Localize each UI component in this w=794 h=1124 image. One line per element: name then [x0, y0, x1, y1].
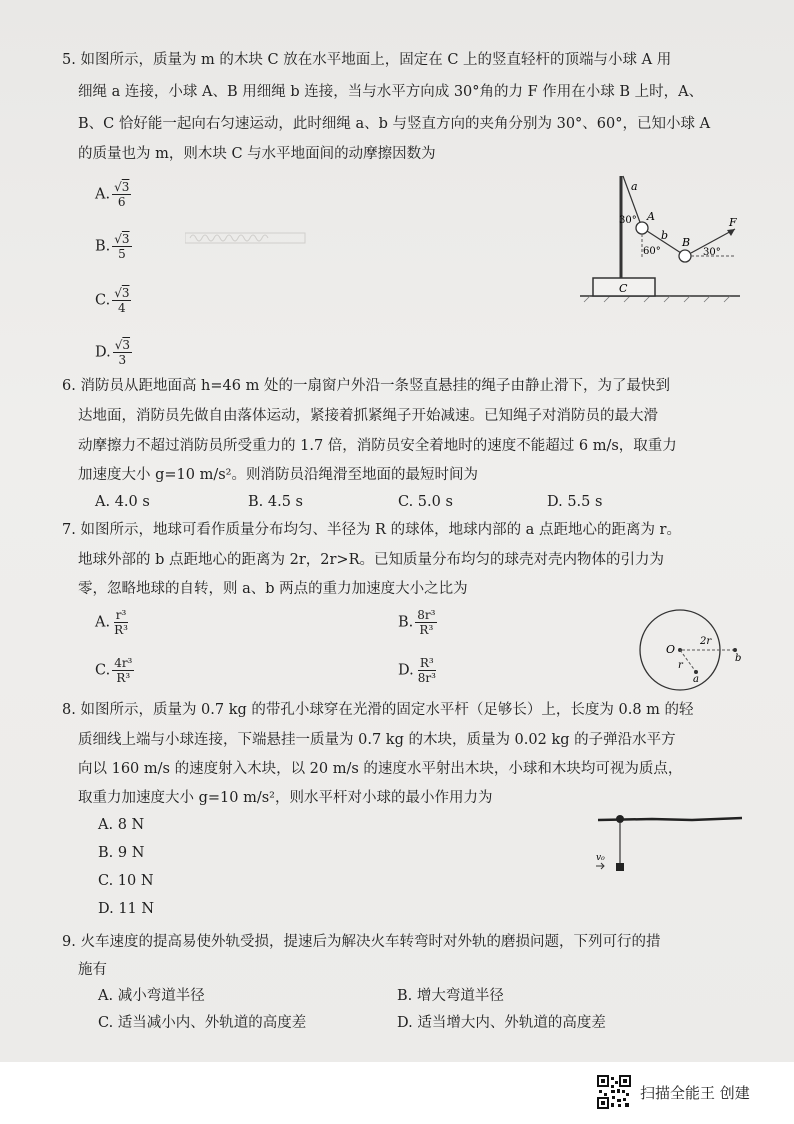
label-ball-a: A	[647, 210, 655, 223]
q6-line4: 加速度大小 g=10 m/s²。则消防员沿绳滑至地面的最短时间为	[78, 467, 478, 483]
fraction: $\frac{\text{4r³}}{\text{R³}}$	[114, 656, 133, 685]
q9-option-a[interactable]: A. 减小弯道半径	[98, 988, 205, 1004]
q8-figure	[592, 808, 747, 880]
q9-option-c[interactable]: C. 适当减小内、外轨道的高度差	[98, 1015, 307, 1031]
q8-option-b[interactable]: B. 9 N	[98, 845, 145, 861]
fraction: $\frac{√3}{6}$	[114, 180, 130, 209]
point-b-dot	[733, 648, 737, 652]
q7-option-d[interactable]	[398, 656, 438, 685]
q6-line2: 达地面，消防员先做自由落体运动，紧接着抓紧绳子开始减速。已知绳子对消防员的最大滑	[78, 408, 658, 424]
fraction: $\frac{\text{8r³}}{\text{R³}}$	[417, 608, 436, 637]
fraction: $\frac{√3}{3}$	[114, 338, 131, 367]
q7-figure	[632, 608, 762, 698]
q5-option-d[interactable]	[95, 338, 132, 367]
option-label: B.	[95, 238, 111, 255]
q8-line4: 取重力加速度大小 g=10 m/s²，则水平杆对小球的最小作用力为	[78, 790, 493, 806]
label-force-f: F	[729, 216, 737, 229]
option-label: C.	[95, 292, 111, 309]
label-angle-30-right: 30°	[703, 247, 721, 258]
q5-line1: 5. 如图所示，质量为 m 的木块 C 放在水平地面上，固定在 C 上的竖直轻杆的顶端与小球 A 用	[62, 52, 672, 68]
scanner-brand-text: 扫描全能王 创建	[640, 1084, 750, 1102]
q5-figure	[575, 168, 750, 303]
label-o: O	[666, 643, 676, 656]
q6-line1: 6. 消防员从距地面高 h=46 m 处的一扇窗户外沿一条竖直悬挂的绳子由静止滑下，为了最快到	[62, 378, 670, 394]
q7-line3: 零，忽略地球的自转，则 a、b 两点的重力加速度大小之比为	[78, 581, 468, 597]
option-label: B.	[398, 614, 414, 631]
q5-option-a[interactable]	[95, 180, 131, 209]
fraction: $\frac{√3}{5}$	[114, 232, 130, 261]
q7-option-b[interactable]	[398, 608, 437, 637]
q5-line4: 的质量也为 m，则木块 C 与水平地面间的动摩擦因数为	[78, 146, 436, 162]
label-ball-b: B	[682, 236, 691, 249]
option-label: C.	[95, 662, 111, 679]
label-angle-30-top: 30°	[619, 215, 637, 226]
q8-line1: 8. 如图所示，质量为 0.7 kg 的带孔小球穿在光滑的固定水平杆（足够长）上，长度为 0.8 m 的轻	[62, 702, 694, 718]
q9-option-d[interactable]: D. 适当增大内、外轨道的高度差	[397, 1015, 606, 1031]
show-through-marks	[500, 148, 504, 162]
label-r: r	[678, 660, 683, 671]
fraction: $\frac{√3}{4}$	[114, 286, 130, 315]
option-label: D.	[398, 662, 414, 679]
label-c: C	[619, 282, 628, 295]
q8-option-a[interactable]: A. 8 N	[98, 817, 145, 833]
q5-line2: 细绳 a 连接，小球 A、B 用细绳 b 连接，当与水平方向成 30°角的力 F 作用在小球 B 上时，A、	[78, 84, 704, 100]
q7-line1: 7. 如图所示，地球可看作质量分布均匀、半径为 R 的球体，地球内部的 a 点距地心的距离为 r。	[62, 522, 681, 538]
option-label: A.	[95, 614, 111, 631]
option-label: A.	[95, 186, 111, 203]
qr-code-icon	[597, 1075, 631, 1109]
label-string-b: b	[661, 229, 669, 242]
label-2r: 2r	[700, 636, 712, 647]
q8-option-d[interactable]: D. 11 N	[98, 901, 155, 917]
ring-ball	[616, 815, 624, 823]
q5-option-b[interactable]	[95, 232, 132, 261]
q6-option-a[interactable]: A. 4.0 s	[95, 494, 150, 510]
q9-line1: 9. 火车速度的提高易使外轨受损，提速后为解决火车转弯时对外轨的磨损问题，下列可行的措	[62, 934, 661, 950]
label-string-a: a	[631, 180, 638, 193]
ball-b	[679, 250, 691, 262]
fraction: $\frac{\text{R³}}{\text{8r³}}$	[417, 656, 436, 685]
faint-spring-artifact	[185, 228, 310, 248]
q5-option-c[interactable]	[95, 286, 131, 315]
q5-line3: B、C 恰好能一起向右匀速运动，此时细绳 a、b 与竖直方向的夹角分别为 30°、60°，已知小球 A	[78, 116, 711, 132]
label-angle-60: 60°	[643, 246, 661, 257]
q8-line2: 质细线上端与小球连接，下端悬挂一质量为 0.7 kg 的木块，质量为 0.02 kg 的子弹沿水平方	[78, 732, 676, 748]
q8-line3: 向以 160 m/s 的速度射入木块，以 20 m/s 的速度水平射出木块，小球和木块均可视为质点，	[78, 761, 683, 777]
wooden-block	[616, 863, 624, 871]
q9-line2: 施有	[78, 962, 107, 978]
q7-line2: 地球外部的 b 点距地心的距离为 2r，2r>R。已知质量分布均匀的球壳对壳内物体的引力为	[78, 552, 664, 568]
q9-option-b[interactable]: B. 增大弯道半径	[397, 988, 504, 1004]
ball-a	[636, 222, 648, 234]
bullet-arrow	[596, 863, 604, 869]
label-a: a	[693, 674, 699, 685]
label-v0: v₀	[596, 853, 605, 863]
q7-option-c[interactable]	[95, 656, 134, 685]
q6-option-b[interactable]: B. 4.5 s	[248, 494, 303, 510]
q6-option-c[interactable]: C. 5.0 s	[398, 494, 453, 510]
q7-option-a[interactable]	[95, 608, 130, 637]
q8-option-c[interactable]: C. 10 N	[98, 873, 154, 889]
q6-line3: 动摩擦力不超过消防员所受重力的 1.7 倍，消防员安全着地时的速度不能超过 6 m/s，取重力	[78, 438, 677, 454]
q6-option-d[interactable]: D. 5.5 s	[547, 494, 603, 510]
label-b: b	[735, 653, 742, 664]
ground-hatch	[584, 296, 730, 302]
option-label: D.	[95, 344, 111, 361]
fraction: $\frac{\text{r³}}{\text{R³}}$	[114, 608, 128, 637]
